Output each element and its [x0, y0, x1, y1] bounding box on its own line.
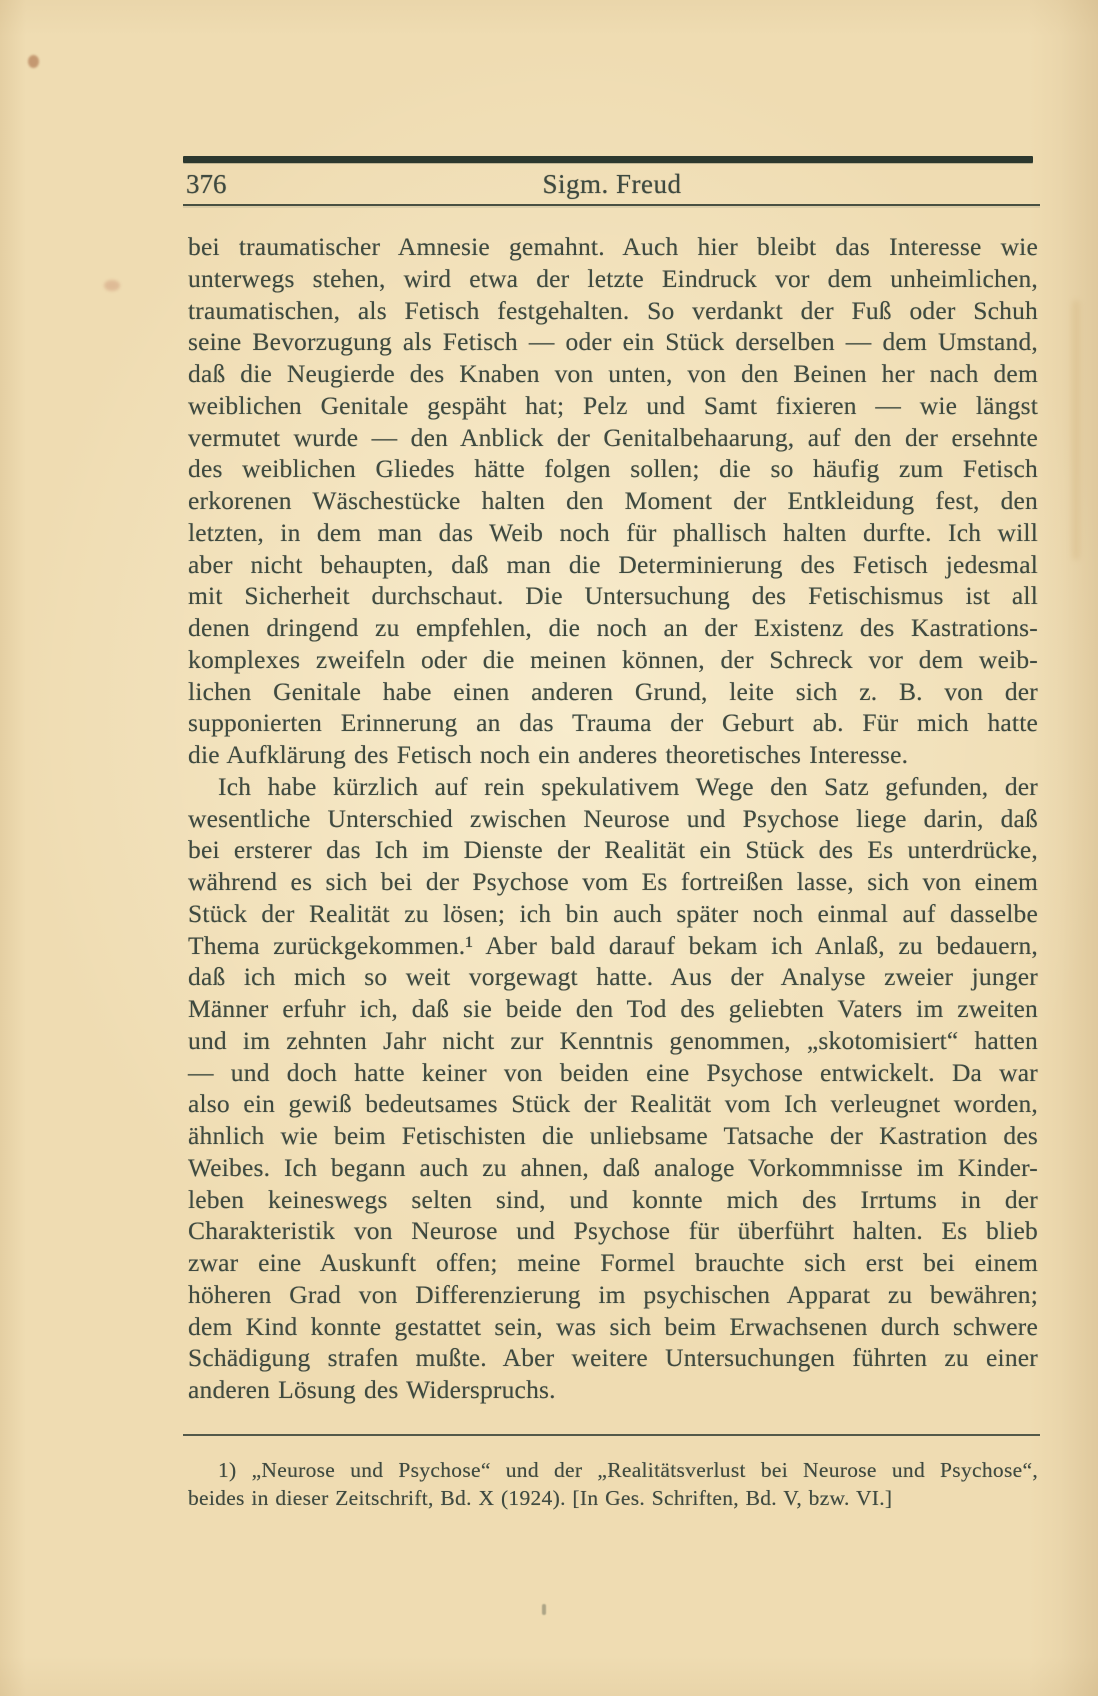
text-line: Männer erfuhr ich, daß sie beide den Tod des geliebten Vaters im zweiten	[188, 994, 1038, 1023]
text-line: zwar eine Auskunft offen; meine Formel brauchte sich erst bei einem	[188, 1248, 1038, 1277]
running-title: Sigm. Freud	[542, 169, 682, 199]
text-line: weiblichen Genitale gespäht hat; Pelz und Samt fixieren — wie längst	[188, 390, 1038, 420]
text-line: daß ich mich so weit vorgewagt hatte. Aus der Analyse zweier junger	[188, 962, 1038, 992]
text-line: erkorenen Wäschestücke halten den Moment der Entkleidung fest, den	[188, 486, 1038, 515]
footnote-separator-rule	[183, 1434, 1040, 1436]
text-line: bei ersterer das Ich im Dienste der Realität ein Stück des Es unterdrücke,	[188, 835, 1038, 865]
text-line: anderen Lösung des Widerspruchs.	[188, 1375, 556, 1404]
text-line: während es sich bei der Psychose vom Es fortreißen lasse, sich von einem	[188, 867, 1038, 896]
text-line: 1) „Neurose und Psychose“ und der „Realitätsverlust bei Neurose und Psychose“,	[218, 1458, 1038, 1482]
text-line: also ein gewiß bedeutsames Stück der Realität vom Ich verleugnet worden,	[188, 1089, 1038, 1119]
text-line: beides in dieser Zeitschrift, Bd. X (1924). [In Ges. Schriften, Bd. V, bzw. VI.]	[188, 1486, 893, 1510]
text-line: unterwegs stehen, wird etwa der letzte Eindruck vor dem unheimlichen,	[188, 263, 1038, 293]
text-line: bei traumatischer Amnesie gemahnt. Auch hier bleibt das Interesse wie	[188, 232, 1038, 261]
text-line: mit Sicherheit durchschaut. Die Untersuchung des Fetischismus ist all	[188, 581, 1038, 611]
text-line: des weiblichen Gliedes hätte folgen sollen; die so häufig zum Fetisch	[188, 454, 1038, 484]
text-line: aber nicht behaupten, daß man die Determinierung des Fetisch jedesmal	[188, 549, 1038, 579]
text-line: ähnlich wie beim Fetischisten die unliebsame Tatsache der Kastration des	[188, 1121, 1038, 1150]
text-line: Charakteristik von Neurose und Psychose für überführt halten. Es blieb	[188, 1216, 1038, 1246]
paper-stain	[28, 55, 39, 68]
text-line: — und doch hatte keiner von beiden eine Psychose entwickelt. Da war	[188, 1057, 1038, 1087]
text-line: Ich habe kürzlich auf rein spekulativem Wege den Satz gefunden, der	[218, 771, 1038, 801]
header-bottom-rule	[183, 204, 1040, 206]
text-line: komplexes zweifeln oder die meinen können, der Schreck vor dem weib-	[188, 644, 1038, 674]
body-text	[188, 231, 1038, 1406]
text-line: Schädigung strafen mußte. Aber weitere Untersuchungen führten zu einer	[188, 1343, 1038, 1373]
text-line: die Aufklärung des Fetisch noch ein anderes theoretisches Interesse.	[188, 740, 909, 769]
text-line: Weibes. Ich begann auch zu ahnen, daß analoge Vorkommnisse im Kinder-	[188, 1152, 1038, 1182]
page-number: 376	[186, 169, 227, 199]
footnote	[188, 1456, 1038, 1512]
paper-stain	[104, 280, 120, 291]
header-top-rule	[183, 156, 1033, 163]
text-line: supponierten Erinnerung an das Trauma der Geburt ab. Für mich hatte	[188, 708, 1038, 738]
text-line: traumatischen, als Fetisch festgehalten. So verdankt der Fuß oder Schuh	[188, 295, 1038, 325]
text-line: dem Kind konnte gestattet sein, was sich beim Erwachsenen durch schwere	[188, 1311, 1038, 1341]
text-line: leben keineswegs selten sind, und konnte mich des Irrtums in der	[188, 1184, 1038, 1214]
text-line: lichen Genitale habe einen anderen Grund, leite sich z. B. von der	[188, 676, 1038, 706]
text-line: Thema zurückgekommen.¹ Aber bald darauf bekam ich Anlaß, zu bedauern,	[188, 930, 1038, 960]
text-line: höheren Grad von Differenzierung im psychischen Apparat zu bewähren;	[188, 1279, 1038, 1309]
page-header	[186, 168, 1038, 200]
text-line: letzten, in dem man das Weib noch für phallisch halten durfte. Ich will	[188, 517, 1038, 547]
page-edge-shading	[1072, 300, 1080, 560]
text-line: wesentliche Unterschied zwischen Neurose und Psychose liege darin, daß	[188, 803, 1038, 833]
text-line: und im zehnten Jahr nicht zur Kenntnis genommen, „skotomisiert“ hatten	[188, 1025, 1038, 1055]
text-line: denen dringend zu empfehlen, die noch an der Existenz des Kastrations-	[188, 613, 1038, 642]
text-line: daß die Neugierde des Knaben von unten, von den Beinen her nach dem	[188, 359, 1038, 388]
text-line: seine Bevorzugung als Fetisch — oder ein Stück derselben — dem Umstand,	[188, 327, 1038, 357]
text-line: Stück der Realität zu lösen; ich bin auch später noch einmal auf dasselbe	[188, 898, 1038, 928]
text-line: vermutet wurde — den Anblick der Genitalbehaarung, auf den der ersehnte	[188, 422, 1038, 452]
paper-stain	[542, 1604, 546, 1615]
